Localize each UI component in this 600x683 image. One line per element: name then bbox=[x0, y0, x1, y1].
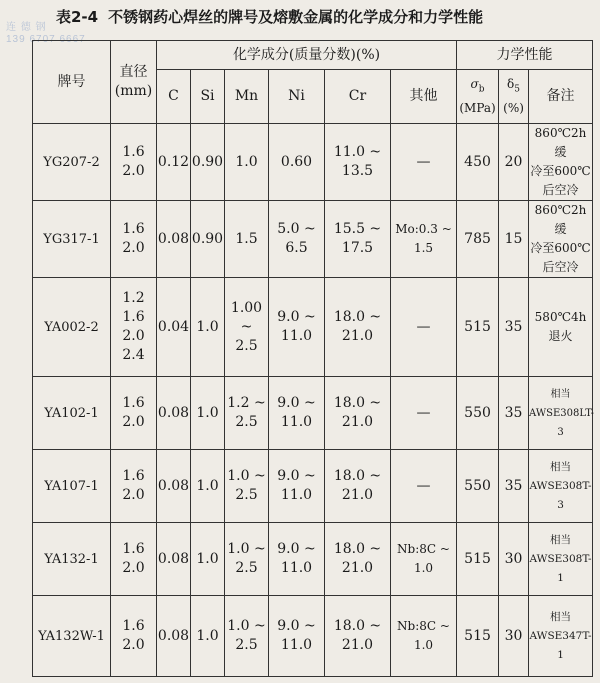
cell-delta: 15 bbox=[499, 201, 529, 278]
cell-si: 1.0 bbox=[191, 377, 225, 450]
cell-ni: 9.0 ~ 11.0 bbox=[269, 278, 325, 377]
header-sigma bbox=[457, 70, 499, 124]
cell-grade: YA107-1 bbox=[33, 450, 111, 523]
cell-ni: 5.0 ~ 6.5 bbox=[269, 201, 325, 278]
header-sigma-unit: (MPa) bbox=[459, 101, 496, 116]
header-sigma-symbol: σ bbox=[470, 76, 479, 91]
cell-mn: 1.0 ~ 2.5 bbox=[225, 523, 269, 596]
table-number: 表2-4 bbox=[56, 8, 99, 26]
cell-delta: 20 bbox=[499, 124, 529, 201]
cell-c: 0.12 bbox=[157, 124, 191, 201]
watermark-line-2: 139 6707 6667 bbox=[6, 34, 86, 45]
cell-ni: 9.0 ~ 11.0 bbox=[269, 377, 325, 450]
cell-diameter: 1.6 2.0 bbox=[111, 377, 157, 450]
table-row bbox=[33, 596, 593, 677]
cell-sigma: 550 bbox=[457, 377, 499, 450]
header-chem-group: 化学成分(质量分数)(%) bbox=[157, 41, 457, 70]
cell-cr: 18.0 ~ 21.0 bbox=[325, 377, 391, 450]
cell-other: Mo:0.3 ~ 1.5 bbox=[391, 201, 457, 278]
cell-ni: 9.0 ~ 11.0 bbox=[269, 523, 325, 596]
cell-cr: 18.0 ~ 21.0 bbox=[325, 450, 391, 523]
cell-other: — bbox=[391, 377, 457, 450]
cell-mn: 1.0 ~ 2.5 bbox=[225, 450, 269, 523]
cell-delta: 35 bbox=[499, 377, 529, 450]
cell-ni: 9.0 ~ 11.0 bbox=[269, 450, 325, 523]
cell-mn: 1.00 ~ 2.5 bbox=[225, 278, 269, 377]
header-row-1 bbox=[33, 41, 593, 70]
table-row bbox=[33, 523, 593, 596]
table-row bbox=[33, 124, 593, 201]
cell-ni: 9.0 ~ 11.0 bbox=[269, 596, 325, 677]
cell-other: Nb:8C ~ 1.0 bbox=[391, 523, 457, 596]
cell-cr: 18.0 ~ 21.0 bbox=[325, 523, 391, 596]
table-row bbox=[33, 201, 593, 278]
header-ni: Ni bbox=[269, 70, 325, 124]
cell-other: — bbox=[391, 450, 457, 523]
cell-diameter: 1.6 2.0 bbox=[111, 596, 157, 677]
cell-remark: 860℃2h缓 冷至600℃ 后空冷 bbox=[529, 201, 593, 278]
cell-grade: YA002-2 bbox=[33, 278, 111, 377]
header-grade: 牌号 bbox=[33, 41, 111, 124]
cell-diameter: 1.2 1.6 2.0 2.4 bbox=[111, 278, 157, 377]
cell-mn: 1.2 ~ 2.5 bbox=[225, 377, 269, 450]
cell-sigma: 515 bbox=[457, 523, 499, 596]
cell-si: 1.0 bbox=[191, 523, 225, 596]
header-delta-sub: 5 bbox=[514, 84, 521, 95]
cell-remark: 580℃4h 退火 bbox=[529, 278, 593, 377]
cell-sigma: 450 bbox=[457, 124, 499, 201]
header-delta-unit: (%) bbox=[503, 101, 524, 116]
header-c: C bbox=[157, 70, 191, 124]
cell-c: 0.08 bbox=[157, 377, 191, 450]
header-si: Si bbox=[191, 70, 225, 124]
cell-delta: 35 bbox=[499, 450, 529, 523]
cell-cr: 15.5 ~ 17.5 bbox=[325, 201, 391, 278]
table-row bbox=[33, 377, 593, 450]
header-delta-symbol: δ bbox=[507, 76, 515, 91]
header-mech-group: 力学性能 bbox=[457, 41, 593, 70]
cell-si: 1.0 bbox=[191, 450, 225, 523]
cell-cr: 18.0 ~ 21.0 bbox=[325, 278, 391, 377]
cell-delta: 30 bbox=[499, 596, 529, 677]
table-title: 不锈钢药心焊丝的牌号及熔敷金属的化学成分和力学性能 bbox=[108, 8, 484, 26]
cell-diameter: 1.6 2.0 bbox=[111, 124, 157, 201]
cell-delta: 30 bbox=[499, 523, 529, 596]
cell-sigma: 785 bbox=[457, 201, 499, 278]
cell-si: 1.0 bbox=[191, 596, 225, 677]
cell-remark: 相当 AWSE308T-3 bbox=[529, 450, 593, 523]
watermark-line-1: 连 德 钢 bbox=[6, 22, 47, 33]
cell-c: 0.04 bbox=[157, 278, 191, 377]
cell-mn: 1.0 bbox=[225, 124, 269, 201]
cell-ni: 0.60 bbox=[269, 124, 325, 201]
cell-diameter: 1.6 2.0 bbox=[111, 450, 157, 523]
cell-other: — bbox=[391, 124, 457, 201]
cell-si: 0.90 bbox=[191, 124, 225, 201]
cell-mn: 1.5 bbox=[225, 201, 269, 278]
header-delta bbox=[499, 70, 529, 124]
cell-grade: YG207-2 bbox=[33, 124, 111, 201]
cell-grade: YA132-1 bbox=[33, 523, 111, 596]
cell-c: 0.08 bbox=[157, 523, 191, 596]
header-cr: Cr bbox=[325, 70, 391, 124]
cell-remark: 相当 AWSE308T-1 bbox=[529, 523, 593, 596]
cell-diameter: 1.6 2.0 bbox=[111, 523, 157, 596]
cell-cr: 18.0 ~ 21.0 bbox=[325, 596, 391, 677]
cell-grade: YA102-1 bbox=[33, 377, 111, 450]
cell-si: 1.0 bbox=[191, 278, 225, 377]
cell-delta: 35 bbox=[499, 278, 529, 377]
header-remark: 备注 bbox=[529, 70, 593, 124]
cell-sigma: 550 bbox=[457, 450, 499, 523]
cell-mn: 1.0 ~ 2.5 bbox=[225, 596, 269, 677]
cell-c: 0.08 bbox=[157, 450, 191, 523]
cell-sigma: 515 bbox=[457, 596, 499, 677]
header-mn: Mn bbox=[225, 70, 269, 124]
cell-remark: 相当 AWSE347T-1 bbox=[529, 596, 593, 677]
cell-cr: 11.0 ~ 13.5 bbox=[325, 124, 391, 201]
cell-si: 0.90 bbox=[191, 201, 225, 278]
table-row bbox=[33, 278, 593, 377]
cell-remark: 860℃2h缓 冷至600℃ 后空冷 bbox=[529, 124, 593, 201]
welding-wire-table bbox=[32, 40, 593, 677]
cell-grade: YG317-1 bbox=[33, 201, 111, 278]
cell-other: — bbox=[391, 278, 457, 377]
header-diameter: 直径 (mm) bbox=[111, 41, 157, 124]
table-row bbox=[33, 450, 593, 523]
cell-c: 0.08 bbox=[157, 201, 191, 278]
cell-other: Nb:8C ~ 1.0 bbox=[391, 596, 457, 677]
cell-sigma: 515 bbox=[457, 278, 499, 377]
cell-grade: YA132W-1 bbox=[33, 596, 111, 677]
cell-remark: 相当 AWSE308LT-3 bbox=[529, 377, 593, 450]
header-other: 其他 bbox=[391, 70, 457, 124]
header-sigma-sub: b bbox=[478, 84, 485, 95]
cell-diameter: 1.6 2.0 bbox=[111, 201, 157, 278]
table-caption bbox=[56, 6, 483, 27]
cell-c: 0.08 bbox=[157, 596, 191, 677]
